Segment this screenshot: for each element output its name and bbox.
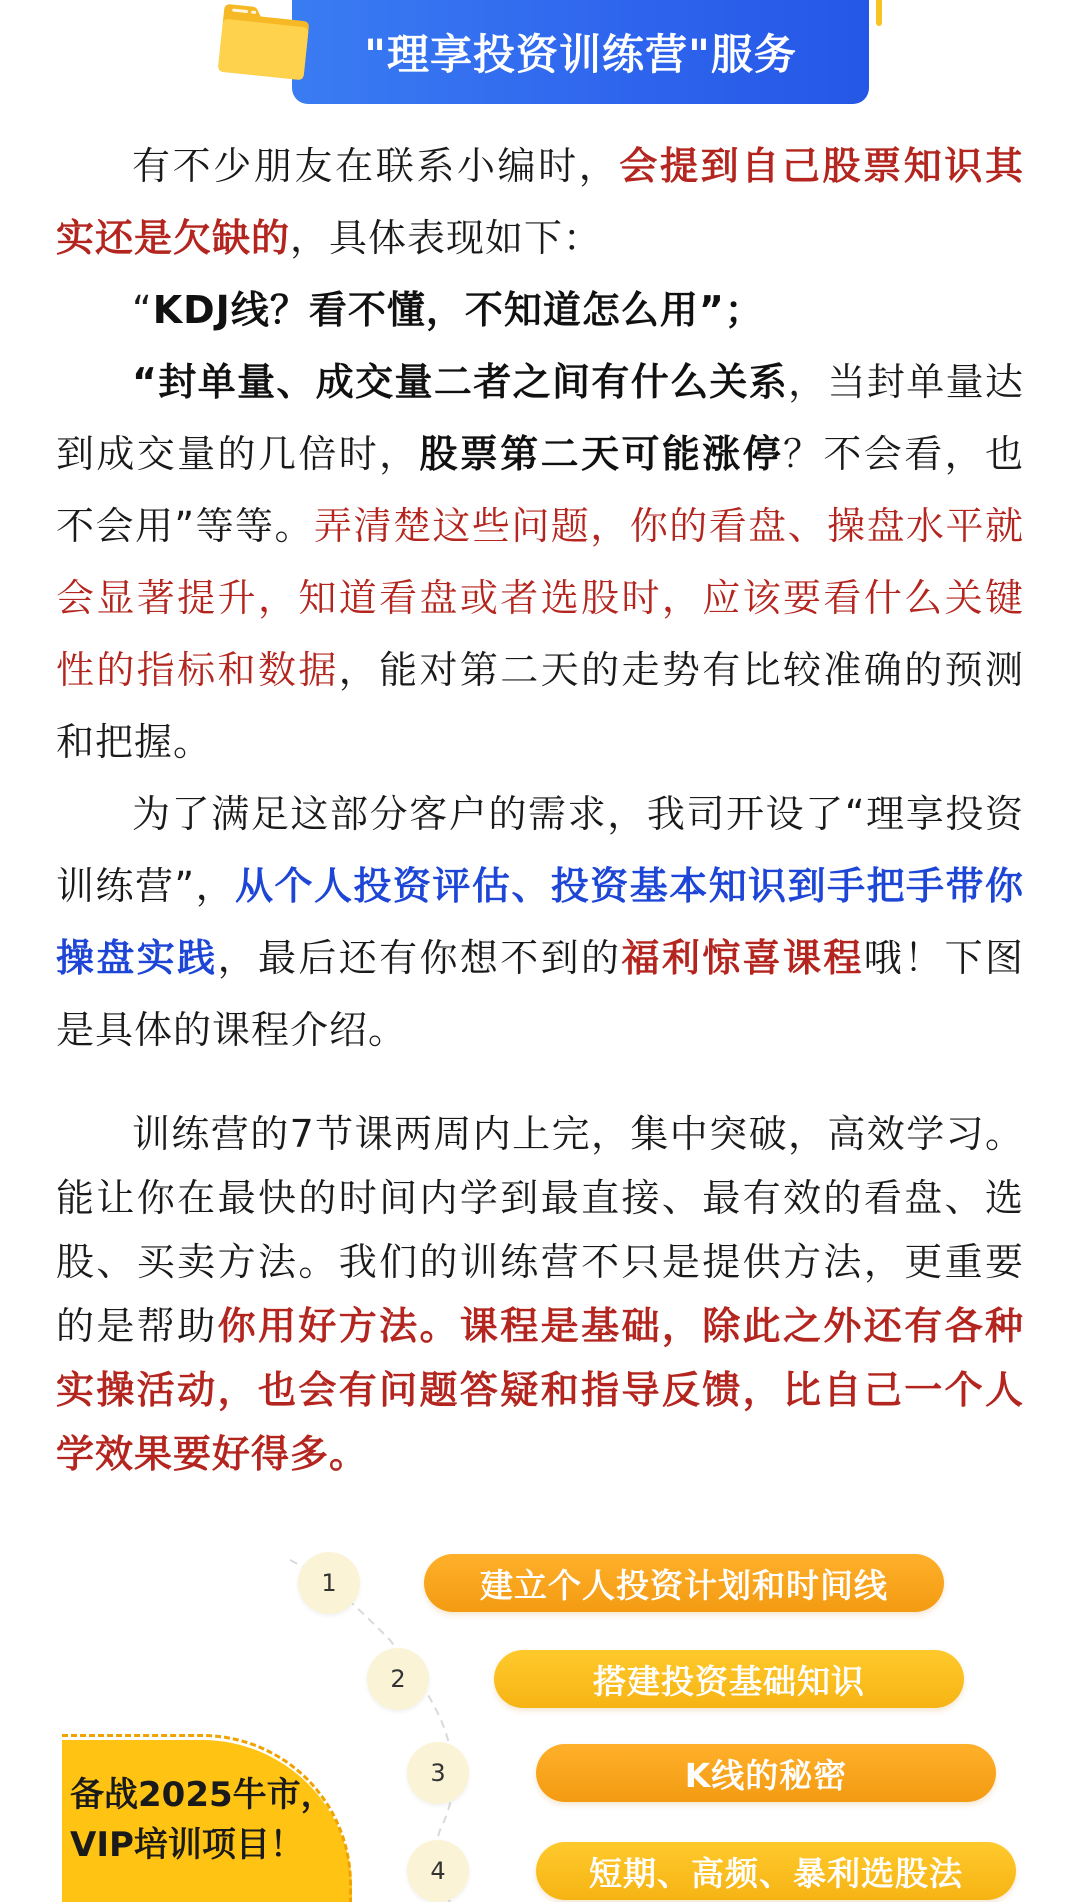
paragraph-camp-intro (56, 778, 1024, 1066)
page-title-text: "理享投资训练营"服务 (364, 30, 797, 79)
paragraph-quote-volume (56, 346, 1024, 778)
text-run: ，最后还有你想不到的 (217, 936, 622, 980)
text-run: “ (132, 288, 153, 332)
section-header (0, 0, 1080, 120)
text-run: 弄清楚这些问题，你的看盘、操盘水平就会显著提升，知道看盘或者选股时，应该要看什么关键性的指标和数据 (56, 504, 1024, 692)
paragraph-camp-details (56, 1102, 1024, 1486)
step-number-4: 4 (407, 1840, 469, 1902)
article-body (56, 130, 1024, 1486)
promo-badge-line1: 备战2025牛市， (70, 1775, 335, 1815)
text-run: KDJ线？看不懂，不知道怎么用”； (152, 288, 764, 332)
step-number-2: 2 (367, 1648, 429, 1710)
text-run: 股票第二天可能涨停 (419, 432, 784, 476)
header-accent-bar (876, 0, 882, 26)
course-step-4: 短期、高频、暴利选股法 (536, 1842, 1016, 1900)
text-run: ，能对第二天的走势有比较准确的预测和把握。 (56, 648, 1024, 764)
promo-badge-line2: VIP培训项目！ (70, 1825, 304, 1865)
course-step-1: 建立个人投资计划和时间线 (424, 1554, 944, 1612)
text-run: 为了满足这部分客户的需求，我司开设了“理享投资训练营”， (56, 792, 1024, 908)
text-run: ，具体表现如下： (290, 216, 603, 260)
text-run: “封单量、成交量二者之间有什么关系 (132, 360, 789, 404)
text-run: 会提到自己股票知识其实还是欠缺的 (56, 144, 1024, 260)
text-run: ，当封单量达到成交量的几倍时， (56, 360, 1024, 476)
text-run: 你用好方法。课程是基础，除此之外还有各种实操活动，也会有问题答疑和指导反馈，比自己一个人学效果要好得多。 (56, 1304, 1024, 1476)
folder-icon (211, 0, 316, 85)
step-number-3: 3 (407, 1742, 469, 1804)
text-run: 福利惊喜课程 (621, 936, 864, 980)
text-run: 哦！下图是具体的课程介绍。 (56, 936, 1024, 1052)
text-run: 训练营的7节课两周内上完，集中突破，高效学习。能让你在最快的时间内学到最直接、最有效的看盘、选股、买卖方法。我们的训练营不只是提供方法，更重要的是帮助 (56, 1112, 1024, 1348)
paragraph-quote-kdj (56, 274, 1024, 346)
promo-badge-text (70, 1770, 350, 1870)
course-step-2: 搭建投资基础知识 (494, 1650, 964, 1708)
text-run: ？不会看，也不会用”等等。 (56, 432, 1024, 548)
text-run: 从个人投资评估、投资基本知识到手把手带你操盘实践 (56, 864, 1024, 980)
course-step-3: K线的秘密 (536, 1744, 996, 1802)
step-number-1: 1 (298, 1552, 360, 1614)
page-title (292, 0, 869, 104)
paragraph-intro (56, 130, 1024, 274)
text-run: 有不少朋友在联系小编时， (132, 144, 620, 188)
